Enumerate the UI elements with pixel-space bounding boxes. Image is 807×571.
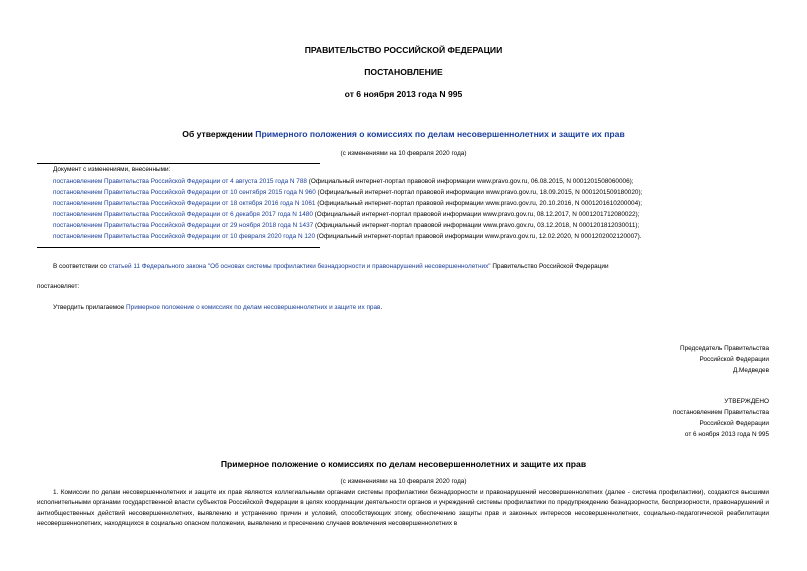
approved-by: постановлением Правительства [673,409,769,416]
amendment-item [53,210,639,220]
document-date-number: от 6 ноября 2013 года N 995 [344,89,463,99]
top-divider [37,163,320,164]
amendment-item [53,177,634,187]
signature-country: Российской Федерации [699,356,769,363]
federal-law-link[interactable]: статьей 11 Федерального закона "Об основах системы профилактики безнадзорности и правонарушений несовершеннолетних" [108,263,491,270]
signature-position: Председатель Правительства [680,345,769,352]
amendment-link[interactable]: постановлением Правительства Российской Федерации от 29 ноября 2018 года N 1437 [53,222,314,229]
amendment-source: (Официальный интернет-портал правовой информации www.pravo.gov.ru, 03.12.2018, N 0001201812030011); [313,222,640,229]
preamble-suffix: Правительство Российской Федерации [490,263,609,270]
amendment-item [53,188,642,198]
amendment-item [53,232,642,242]
title-prefix: Об утверждении [182,129,256,139]
decides-text: постановляет: [37,283,80,290]
title-revision: (с изменениями на 10 февраля 2020 года) [340,150,467,157]
government-heading: ПРАВИТЕЛЬСТВО РОССИЙСКОЙ ФЕДЕРАЦИИ [304,45,503,55]
amendments-intro: Документ с изменениями, внесенными: [53,166,171,173]
amendment-link[interactable]: постановлением Правительства Российской Федерации от 4 августа 2015 года N 788 [53,178,307,185]
document-title [0,129,807,139]
amendment-source: (Официальный интернет-портал правовой информации www.pravo.gov.ru, 12.02.2020, N 0001202002120007). [315,233,642,240]
approved-country: Российской Федерации [699,420,769,427]
approved-date: от 6 ноября 2013 года N 995 [684,431,769,438]
bottom-divider [37,247,320,248]
preamble-prefix: В соответствии со [53,263,109,270]
annex-title: Примерное положение о комиссиях по делам несовершеннолетних и защите их прав [220,459,587,469]
annex-paragraph-1: 1. Комиссии по делам несовершеннолетних и защите их прав являются коллегиальными органами системы профилактики безнадзорности и правонарушений несовершеннолетних (далее - система профилактики), создаются высшими исполнительными органами государственной власти субъектов Российской Федерации в целях координации деятельности органов и учреждений системы профилактики по предупреждению безнадзорности, беспризорности, правонарушений и антиобщественных действий несовершеннолетних, выявлению и устранению причин и условий, способствующих этому, обеспечению защиты прав и законных интересов несовершеннолетних, социально-педагогической реабилитации несовершеннолетних, находящихся в социально опасном положении, выявлению и пресечению случаев вовлечения несовершеннолетних в [37,489,769,528]
approve-paragraph [53,303,382,313]
amendment-link[interactable]: постановлением Правительства Российской Федерации от 10 сентября 2015 года N 960 [53,189,316,196]
annex-revision: (с изменениями на 10 февраля 2020 года) [340,478,467,485]
amendment-source: (Официальный интернет-портал правовой информации www.pravo.gov.ru, 06.08.2015, N 0001201508060006); [306,178,634,185]
amendment-link[interactable]: постановлением Правительства Российской Федерации от 18 октября 2016 года N 1061 [53,200,316,207]
approved-label: УТВЕРЖДЕНО [724,398,769,405]
approve-suffix: . [380,304,383,311]
document-type: ПОСТАНОВЛЕНИЕ [364,67,443,77]
amendment-link[interactable]: постановлением Правительства Российской Федерации от 10 февраля 2020 года N 120 [53,233,316,240]
preamble-paragraph [53,262,609,272]
title-link[interactable]: Примерного положения о комиссиях по делам несовершеннолетних и защите их прав [255,129,625,139]
amendment-source: (Официальный интернет-портал правовой информации www.pravo.gov.ru, 20.10.2016, N 0001201610200004); [315,200,643,207]
amendment-source: (Официальный интернет-портал правовой информации www.pravo.gov.ru, 18.09.2015, N 0001201509180020); [315,189,643,196]
regulation-link[interactable]: Примерное положение о комиссиях по делам несовершеннолетних и защите их прав [126,304,381,311]
amendment-item [53,199,642,209]
amendment-item [53,221,639,231]
amendment-link[interactable]: постановлением Правительства Российской Федерации от 6 декабря 2017 года N 1480 [53,211,313,218]
signature-name: Д.Медведев [732,367,769,374]
amendment-source: (Официальный интернет-портал правовой информации www.pravo.gov.ru, 08.12.2017, N 0001201712080022); [312,211,640,218]
approve-prefix: Утвердить прилагаемое [53,304,127,311]
